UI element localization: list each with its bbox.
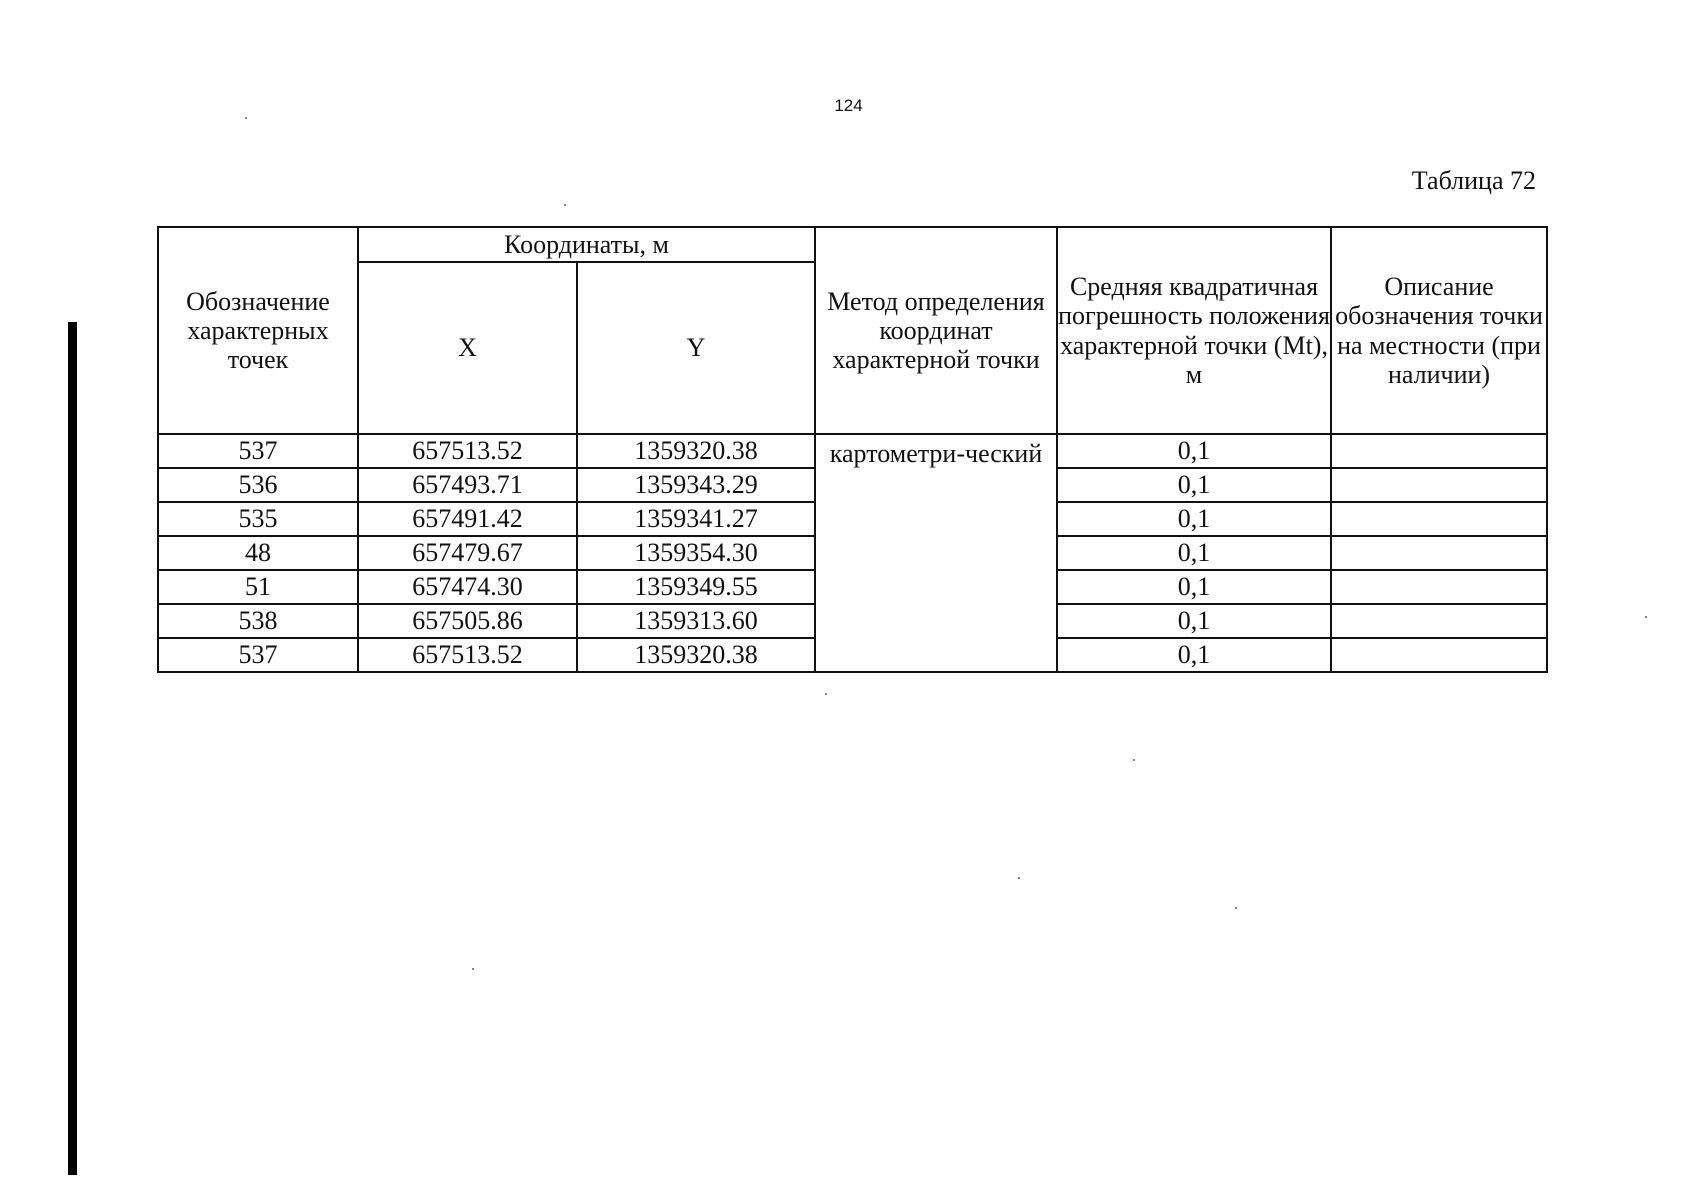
scan-speck (1133, 759, 1135, 761)
header-x: X (358, 262, 577, 434)
cell-mt: 0,1 (1057, 638, 1331, 672)
header-coordinates: Координаты, м (358, 227, 815, 262)
cell-point: 537 (158, 434, 358, 468)
cell-y: 1359354.30 (577, 536, 815, 570)
cell-x: 657505.86 (358, 604, 577, 638)
cell-y: 1359349.55 (577, 570, 815, 604)
table-row (158, 434, 1547, 468)
page-number: 124 (834, 96, 863, 115)
cell-description (1331, 604, 1547, 638)
cell-mt: 0,1 (1057, 604, 1331, 638)
cell-point: 48 (158, 536, 358, 570)
cell-mt: 0,1 (1057, 434, 1331, 468)
cell-description (1331, 434, 1547, 468)
header-accuracy: Средняя квадратичная погрешность положения характерной точки (Mt), м (1057, 227, 1331, 434)
cell-x: 657493.71 (358, 468, 577, 502)
scan-speck (1645, 616, 1647, 618)
scan-speck (1018, 877, 1020, 879)
cell-point: 535 (158, 502, 358, 536)
cell-description (1331, 468, 1547, 502)
cell-x: 657474.30 (358, 570, 577, 604)
header-y: Y (577, 262, 815, 434)
cell-description (1331, 502, 1547, 536)
cell-mt: 0,1 (1057, 502, 1331, 536)
cell-mt: 0,1 (1057, 536, 1331, 570)
header-method: Метод определения координат характерной точки (815, 227, 1057, 434)
cell-description (1331, 638, 1547, 672)
cell-y: 1359320.38 (577, 638, 815, 672)
cell-point: 536 (158, 468, 358, 502)
cell-x: 657491.42 (358, 502, 577, 536)
cell-mt: 0,1 (1057, 468, 1331, 502)
scan-speck (245, 117, 247, 119)
cell-point: 51 (158, 570, 358, 604)
scan-speck (825, 693, 827, 695)
cell-y: 1359341.27 (577, 502, 815, 536)
header-point: Обозначение характерных точек (158, 227, 358, 434)
scan-speck (472, 968, 474, 970)
cell-description (1331, 570, 1547, 604)
table-caption: Таблица 72 (1411, 166, 1536, 195)
cell-y: 1359313.60 (577, 604, 815, 638)
cell-x: 657513.52 (358, 434, 577, 468)
cell-y: 1359343.29 (577, 468, 815, 502)
header-description: Описание обозначения точки на местности (при наличии) (1331, 227, 1547, 434)
cell-y: 1359320.38 (577, 434, 815, 468)
coordinates-table (157, 226, 1548, 673)
scan-speck (1235, 907, 1237, 909)
cell-description (1331, 536, 1547, 570)
cell-mt: 0,1 (1057, 570, 1331, 604)
cell-point: 537 (158, 638, 358, 672)
scan-speck (564, 204, 566, 206)
cell-x: 657513.52 (358, 638, 577, 672)
cell-point: 538 (158, 604, 358, 638)
scan-edge-bar (68, 322, 77, 1175)
cell-x: 657479.67 (358, 536, 577, 570)
cell-method: картометри-ческий (815, 434, 1057, 672)
